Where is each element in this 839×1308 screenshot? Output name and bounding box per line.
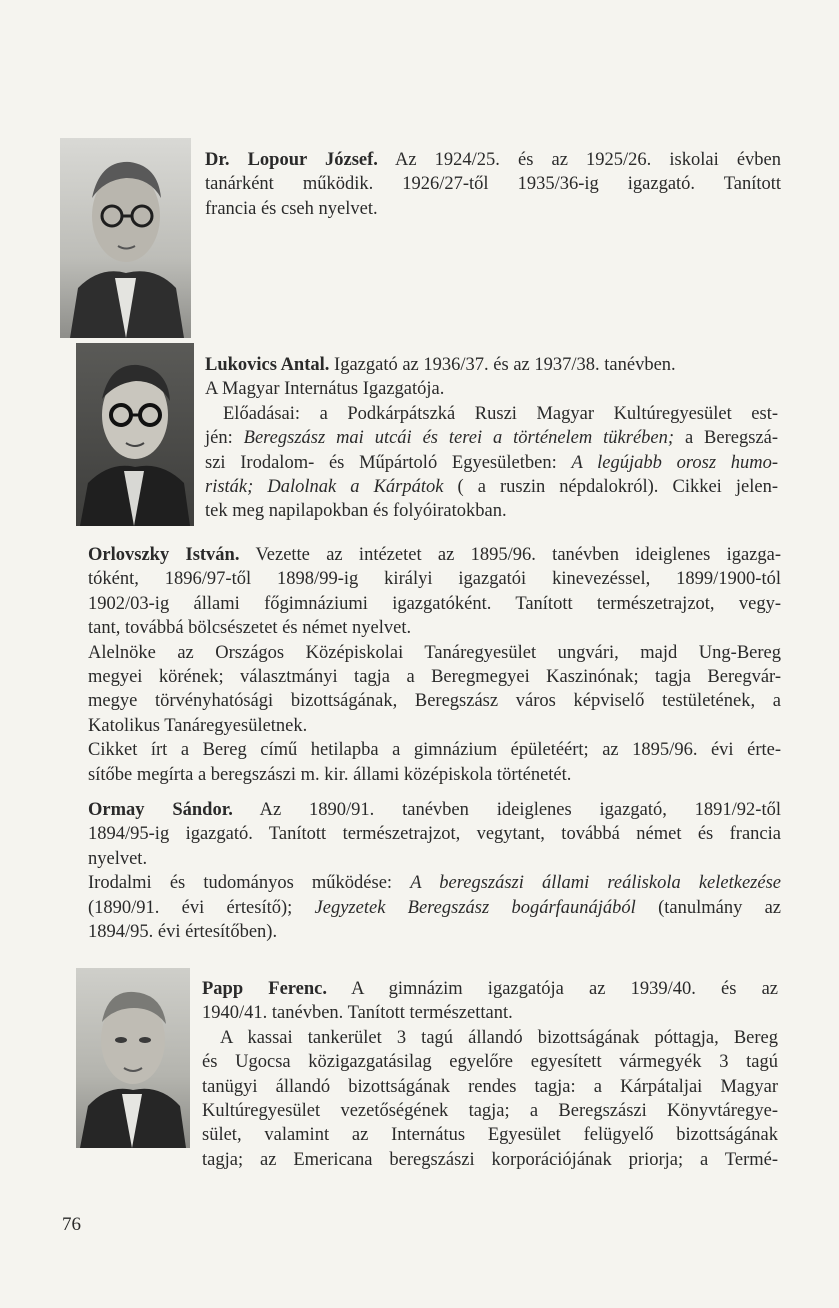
- entry-line: 1894/95-ig igazgató. Tanított természetrajzot, vegytant, továbbá német és francia: [88, 824, 781, 845]
- publication-title: A beregszászi állami reáliskola keletkezése: [410, 873, 781, 894]
- entry-text: jén:: [205, 428, 244, 449]
- lecture-title: Beregszász mai utcái és terei a történelem tükrében;: [243, 428, 675, 449]
- entry-ormay: [88, 798, 781, 944]
- entry-lopour: [205, 148, 781, 221]
- page-number: 76: [62, 1214, 81, 1235]
- person-name-orlovszky: Orlovszky István.: [88, 545, 240, 565]
- entry-line: nyelvet.: [88, 848, 148, 869]
- entry-line: [205, 475, 778, 499]
- entry-line: sület, valamint az Internátus Egyesület felügyelő bizottságának: [202, 1125, 778, 1146]
- entry-line: tóként, 1896/97-től 1898/99-ig királyi igazgatói kinevezéssel, 1899/1900-tól: [88, 569, 781, 590]
- entry-papp: [202, 977, 778, 1172]
- entry-text: ( a ruszin népdalokról). Cikkei jelen-: [443, 477, 778, 498]
- entry-line: és Ugocsa közigazgatásilag egyelőre egyesített vármegyék 3 tagú: [202, 1052, 778, 1073]
- portrait-lopour-image: [60, 138, 191, 338]
- lecture-title: risták; Dalolnak a Kárpátok: [205, 477, 444, 498]
- portrait-photo-papp: [76, 968, 190, 1148]
- entry-line: [88, 543, 781, 567]
- entry-line: 1902/03-ig állami főgimnáziumi igazgatóként. Tanított természetrajzot, vegy-: [88, 593, 781, 614]
- person-name-lukovics: Lukovics Antal.: [205, 355, 330, 375]
- entry-text: (tanulmány az: [635, 897, 781, 918]
- entry-line: [202, 977, 778, 1001]
- entry-line: 1940/41. tanévben. Tanított természettant.: [202, 1003, 513, 1024]
- entry-text: Vezette az intézetet az 1895/96. tanévben ideiglenes igazga-: [239, 545, 782, 565]
- entry-line: Kultúregyesület vezetőségének tagja; a Beregszászi Könyvtáregye-: [202, 1101, 778, 1122]
- entry-line: megyei körének; választmányi tagja a Beregmegyei Kaszinónak; tagja Beregvár-: [88, 667, 781, 688]
- portrait-photo-lopour: [60, 138, 191, 338]
- entry-text: A gimnázim igazgatója az 1939/40. és az: [327, 979, 778, 999]
- portrait-papp-image: [76, 968, 190, 1148]
- entry-line: megye törvényhatósági bizottságának, Beregszász város képviselő testületének, a: [88, 691, 781, 712]
- entry-line: [88, 798, 781, 822]
- entry-line: [88, 871, 781, 895]
- entry-line: 1894/95. évi értesítőben).: [88, 922, 278, 943]
- entry-line: tagja; az Emericana beregszászi korporációjának priorja; a Termé-: [202, 1149, 778, 1170]
- entry-text: Az 1924/25. és az 1925/26. iskolai évben: [377, 150, 782, 170]
- entry-line: tant, továbbá bölcsészetet és német nyelvet.: [88, 618, 412, 639]
- entry-text: Igazgató az 1936/37. és az 1937/38. tanévben.: [329, 355, 676, 375]
- entry-line: tek meg napilapokban és folyóiratokban.: [205, 501, 507, 522]
- entry-line: [205, 451, 778, 475]
- entry-line: A Magyar Internátus Igazgatója.: [205, 379, 445, 400]
- person-name-ormay: Ormay Sándor.: [88, 800, 233, 820]
- portrait-lukovics-image: [76, 343, 194, 526]
- entry-text: Irodalmi és tudományos működése:: [88, 873, 411, 894]
- entry-text: Az 1890/91. tanévben ideiglenes igazgató, 1891/92-től: [232, 800, 781, 820]
- entry-line: Előadásai: a Podkárpátszká Ruszi Magyar Kultúregyesület est-: [223, 403, 778, 424]
- entry-line: Katolikus Tanáregyesületnek.: [88, 715, 308, 736]
- entry-text: szi Irodalom- és Műpártoló Egyesületben:: [205, 452, 572, 473]
- publication-title: Jegyzetek Beregszász bogárfaunájából: [314, 897, 636, 918]
- entry-line: sítőbe megírta a beregszászi m. kir. állami középiskola történetét.: [88, 764, 572, 785]
- lecture-title: A legújabb orosz humo-: [571, 452, 779, 473]
- entry-line: Alelnöke az Országos Középiskolai Tanáregyesület ungvári, majd Ung-Bereg: [88, 642, 781, 663]
- entry-line: tanárként működik. 1926/27-től 1935/36-ig igazgató. Tanított: [205, 174, 781, 195]
- entry-line: [205, 426, 778, 450]
- entry-line: francia és cseh nyelvet.: [205, 198, 378, 219]
- entry-line: [205, 353, 778, 377]
- entry-line: tanügyi állandó bizottságának rendes tagja: a Kárpátaljai Magyar: [202, 1076, 778, 1097]
- entry-line: A kassai tankerület 3 tagú állandó bizottságának póttagja, Bereg: [220, 1027, 778, 1048]
- person-name-lopour: Dr. Lopour József.: [205, 150, 378, 170]
- entry-line: [205, 148, 781, 172]
- entry-text: a Beregszá-: [674, 428, 778, 449]
- portrait-photo-lukovics: [76, 343, 194, 526]
- entry-text: (1890/91. évi értesítő);: [88, 897, 315, 918]
- person-name-papp: Papp Ferenc.: [202, 979, 328, 999]
- entry-line: [88, 896, 781, 920]
- entry-line: Cikket írt a Bereg című hetilapba a gimnázium épületéért; az 1895/96. évi érte-: [88, 740, 781, 761]
- entry-lukovics: [205, 353, 778, 524]
- entry-orlovszky: [88, 543, 781, 787]
